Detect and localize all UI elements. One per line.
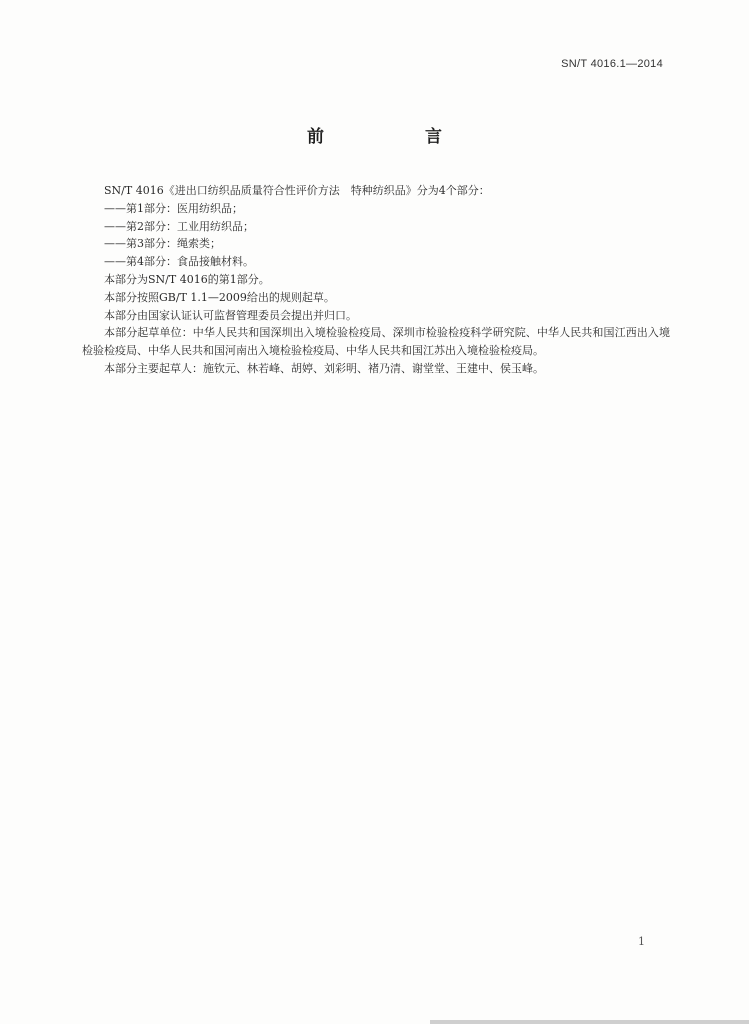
foreword-body (82, 182, 670, 378)
page-title: 前 言 (307, 127, 484, 147)
standard-code: SN/T 4016.1—2014 (561, 58, 663, 70)
paragraph-drafting-units: 本部分起草单位：中华人民共和国深圳出入境检验检疫局、深圳市检验检疫科学研究院、中华人民共和国江西出入境检验检疫局、中华人民共和国河南出入境检验检疫局、中华人民共和国江苏出入境检验检疫局。 (82, 326, 670, 358)
list-item-part-1: ——第1部分：医用纺织品； (104, 201, 243, 215)
paragraph-drafters: 本部分主要起草人：施钦元、林若峰、胡婷、刘彩明、褚乃清、谢堂堂、王建中、侯玉峰。 (104, 361, 544, 375)
page-number: 1 (638, 935, 645, 948)
paragraph-intro: SN/T 4016《进出口纺织品质量符合性评价方法 特种纺织品》分为4个部分： (104, 184, 490, 197)
list-item-part-4: ——第4部分：食品接触材料。 (104, 255, 254, 269)
list-item-part-2: ——第2部分：工业用纺织品； (104, 219, 254, 233)
paragraph-drafting-rules: 本部分按照GB/T 1.1—2009给出的规则起草。 (104, 290, 335, 304)
list-item-part-3: ——第3部分：绳索类； (104, 237, 221, 251)
paragraph-proposed-by: 本部分由国家认证认可监督管理委员会提出并归口。 (104, 308, 357, 322)
paragraph-part-statement: 本部分为SN/T 4016的第1部分。 (104, 272, 270, 286)
scan-edge-divider (430, 1020, 749, 1024)
